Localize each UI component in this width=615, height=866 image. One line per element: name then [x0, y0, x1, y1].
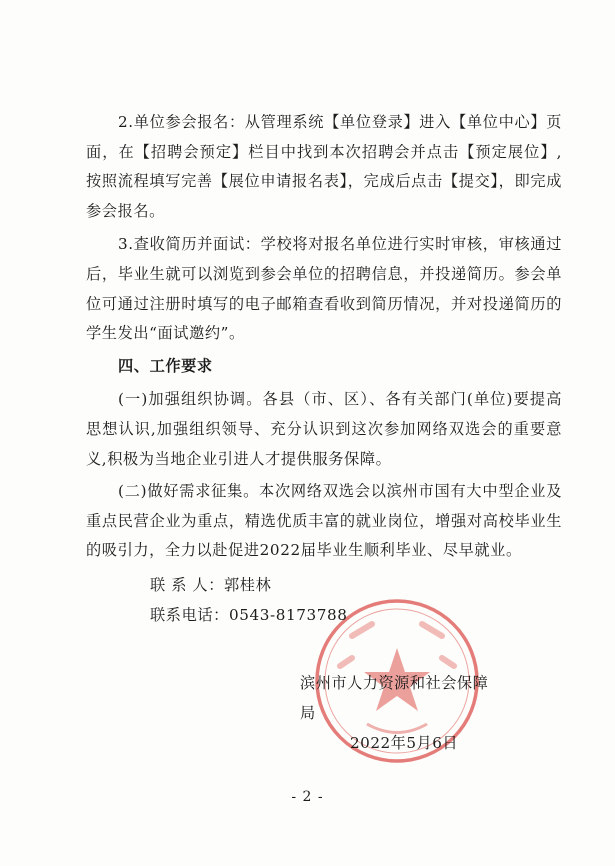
requirement-item-2: (二)做好需求征集。本次网络双选会以滨州市国有大中型企业及重点民营企业为重点，精选优质丰富的就业岗位，增强对高校毕业生的吸引力，全力以赴促进2022届毕业生顺利毕业、尽早就业。 — [86, 482, 562, 560]
signature-block — [300, 668, 500, 758]
signature-date: 2022年5月6日 — [350, 734, 459, 752]
contact-person-value: 郭桂林 — [224, 575, 272, 594]
section-2-paragraph: 2.单位参会报名：从管理系统【单位登录】进入【单位中心】页面，在【招聘会预定】栏目中找到本次招聘会并点击【预定展位】,按照流程填写完善【展位申请报名表】，完成后点击【提交】，即完成参会报名。 — [86, 113, 562, 220]
section-3-paragraph: 3.查收简历并面试：学校将对报名单位进行实时审核，审核通过后，毕业生就可以浏览到参会单位的招聘信息，并投递简历。参会单位可通过注册时填写的电子邮箱查看收到简历情况，并对投递简历的学生发出“面试邀约”。 — [86, 235, 562, 343]
document-body — [86, 108, 562, 630]
signature-organization: 滨州市人力资源和社会保障局 — [300, 674, 489, 722]
requirement-item-1: (一)加强组织协调。各县（市、区）、各有关部门(单位)要提高思想认识,加强组织领导、充分认识到这次参加网络双选会的重要意义,积极为当地企业引进人才提供服务保障。 — [86, 390, 562, 468]
contact-phone-label: 联系电话： — [150, 605, 229, 624]
page-number: - 2 - — [291, 789, 324, 805]
contact-person-label: 联 系 人： — [150, 575, 225, 594]
contact-phone-line — [86, 601, 562, 631]
contact-phone-value: 0543-8173788 — [228, 605, 348, 624]
section-4-heading: 四、工作要求 — [118, 356, 213, 375]
contact-person-line — [86, 571, 562, 601]
